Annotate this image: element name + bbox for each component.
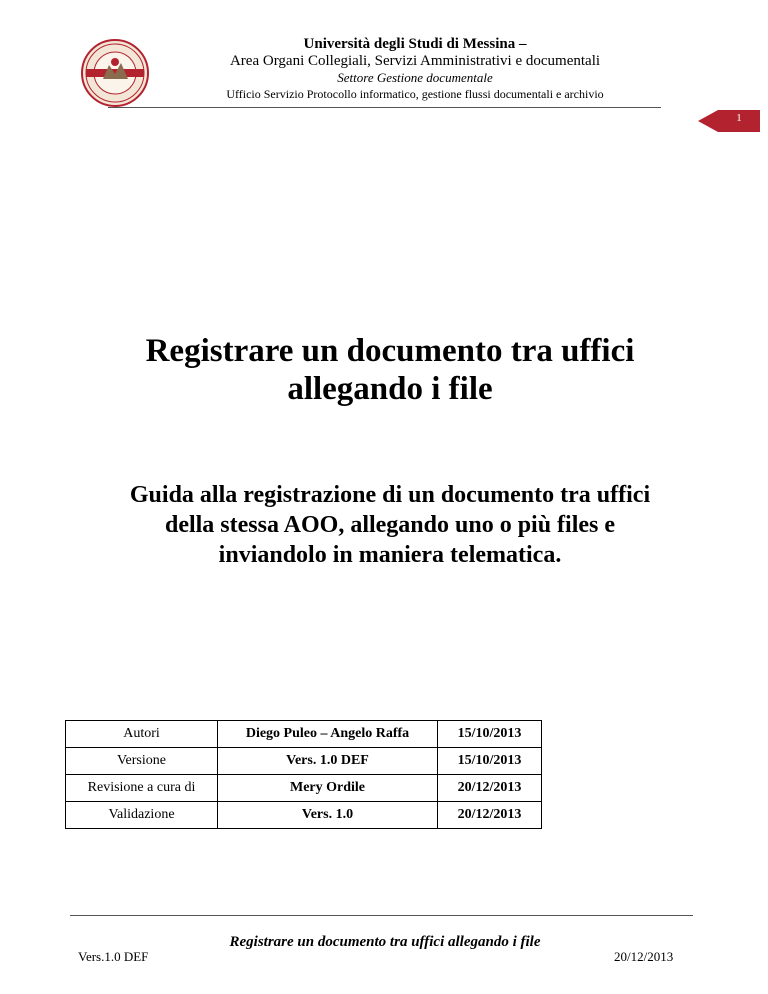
university-seal-icon bbox=[80, 38, 150, 108]
subtitle-line: della stessa AOO, allegando uno o più files e bbox=[164, 512, 616, 538]
document-title bbox=[60, 332, 720, 408]
row-label: Revisione a cura di bbox=[66, 775, 218, 802]
row-label: Versione bbox=[66, 748, 218, 775]
row-date: 20/12/2013 bbox=[438, 775, 542, 802]
table-row bbox=[66, 775, 542, 802]
header-area: Area Organi Collegiali, Servizi Amministrativi e documentali bbox=[229, 53, 601, 69]
footer-divider bbox=[70, 915, 693, 916]
header-office: Ufficio Servizio Protocollo informatico, gestione flussi documentali e archivio bbox=[226, 87, 604, 101]
title-line: allegando i file bbox=[287, 371, 493, 407]
row-date: 20/12/2013 bbox=[438, 802, 542, 829]
row-value: Diego Puleo – Angelo Raffa bbox=[218, 721, 438, 748]
row-label: Validazione bbox=[66, 802, 218, 829]
subtitle-line: Guida alla registrazione di un documento tra uffici bbox=[129, 482, 651, 508]
table-row bbox=[66, 802, 542, 829]
row-date: 15/10/2013 bbox=[438, 748, 542, 775]
row-value: Vers. 1.0 DEF bbox=[218, 748, 438, 775]
document-info-table bbox=[65, 720, 542, 829]
row-label: Autori bbox=[66, 721, 218, 748]
row-date: 15/10/2013 bbox=[438, 721, 542, 748]
footer-version: Vers.1.0 DEF bbox=[78, 949, 149, 964]
table-row bbox=[66, 721, 542, 748]
footer-title: Registrare un documento tra uffici allegando i file bbox=[229, 934, 541, 950]
header-divider bbox=[108, 107, 661, 108]
row-value: Mery Ordile bbox=[218, 775, 438, 802]
table-row bbox=[66, 748, 542, 775]
title-line: Registrare un documento tra uffici bbox=[145, 333, 635, 369]
row-value: Vers. 1.0 bbox=[218, 802, 438, 829]
document-subtitle bbox=[60, 480, 720, 570]
header-university: Università degli Studi di Messina – bbox=[303, 36, 527, 52]
header-sector: Settore Gestione documentale bbox=[337, 70, 493, 85]
subtitle-line: inviandolo in maniera telematica. bbox=[218, 542, 562, 568]
footer-date: 20/12/2013 bbox=[614, 949, 674, 964]
page-number: 1 bbox=[736, 112, 742, 124]
